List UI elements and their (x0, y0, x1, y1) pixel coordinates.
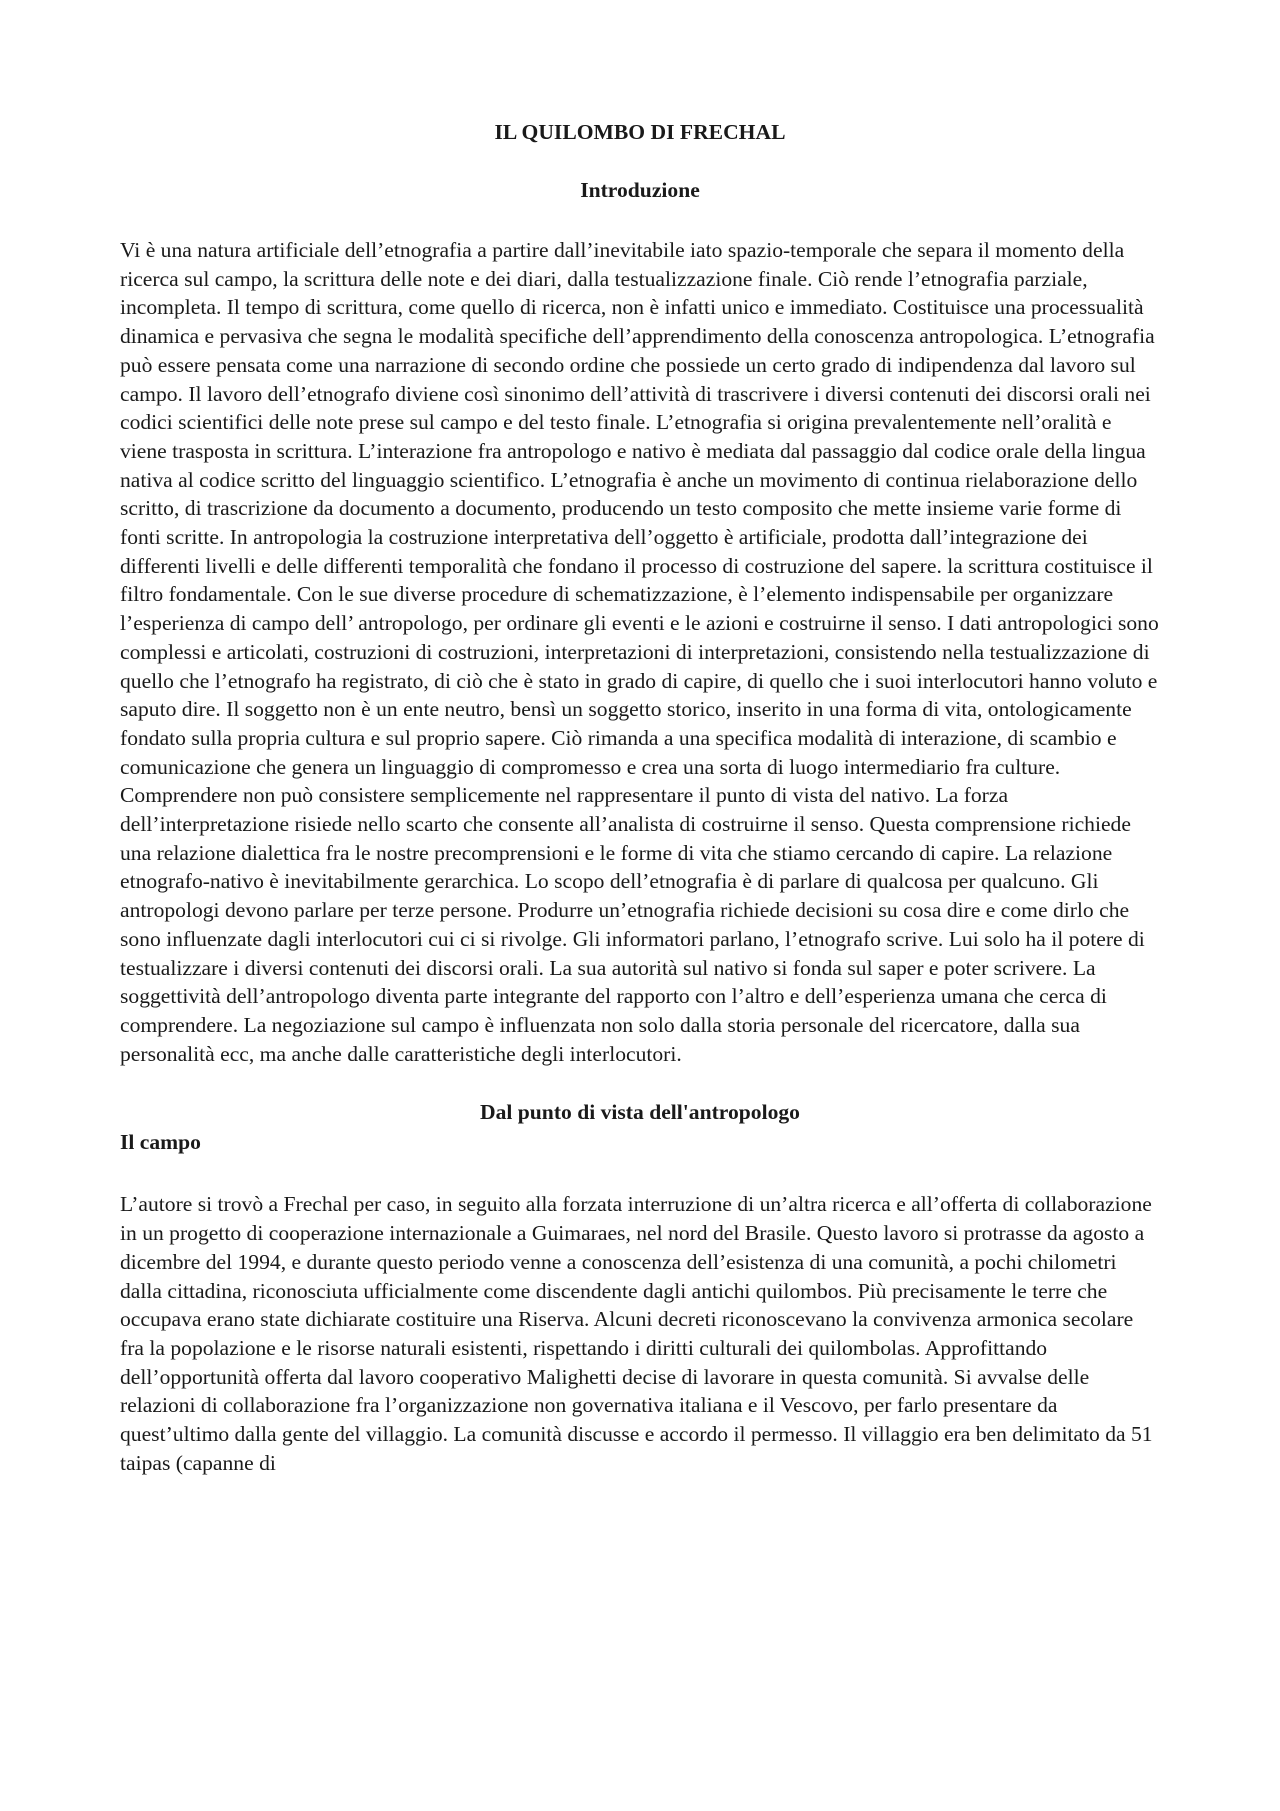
intro-heading: Introduzione (580, 178, 700, 202)
intro-paragraph: Vi è una natura artificiale dell’etnografia a partire dall’inevitabile iato spazio-temporale che separa il momento della ricerca sul campo, la scrittura delle note e dei diari, dalla testualizzazione finale. Ciò rende l’etnografia parziale, incompleta. Il tempo di scrittura, come quello di ricerca, non è infatti unico e immediato. Costituisce una processualità dinamica e pervasiva che segna le modalità specifiche dell’apprendimento della conoscenza antropologica. L’etnografia può essere pensata come una narrazione di secondo ordine che possiede un certo grado di indipendenza dal lavoro sul campo. Il lavoro dell’etnografo diviene così sinonimo dell’attività di trascrivere i diversi contenuti dei discorsi orali nei codici scientifici delle note prese sul campo e del testo finale. L’etnografia si origina prevalentemente nell’oralità e viene trasposta in scrittura. L’interazione fra antropologo e nativo è mediata dal passaggio dal codice orale della lingua nativa al codice scritto del linguaggio scientifico. L’etnografia è anche un movimento di continua rielaborazione dello scritto, di trascrizione da documento a documento, producendo un testo composito che mette insieme varie forme di fonti scritte. In antropologia la costruzione interpretativa dell’oggetto è artificiale, prodotta dall’integrazione dei differenti livelli e delle differenti temporalità che fondano il processo di costruzione del sapere. la scrittura costituisce il filtro fondamentale. Con le sue diverse procedure di schematizzazione, è l’elemento indispensabile per organizzare l’esperienza di campo dell’ antropologo, per ordinare gli eventi e le azioni e costruirne il senso. I dati antropologici sono complessi e articolati, costruzioni di costruzioni, interpretazioni di interpretazioni, consistendo nella testualizzazione di quello che l’etnografo ha registrato, di ciò che è stato in grado di capire, di quello che i suoi interlocutori hanno voluto e saputo dire. Il soggetto non è un ente neutro, bensì un soggetto storico, inserito in una forma di vita, ontologicamente fondato sulla propria cultura e sul proprio sapere. Ciò rimanda a una specifica modalità di interazione, di scambio e comunicazione che genera un linguaggio di compromesso e crea una sorta di luogo intermediario fra culture. Comprendere non può consistere semplicemente nel rappresentare il punto di vista del nativo. La forza dell’interpretazione risiede nello scarto che consente all’analista di costruirne il senso. Questa comprensione richiede una relazione dialettica fra le nostre precomprensioni e le forme di vita che stiamo cercando di capire. La relazione etnografo-nativo è inevitabilmente gerarchica. Lo scopo dell’etnografia è di parlare di qualcosa per qualcuno. Gli antropologi devono parlare per terze persone. Produrre un’etnografia richiede decisioni su cosa dire e come dirlo che sono influenzate dagli interlocutori cui ci si rivolge. Gli informatori parlano, l’etnografo scrive. Lui solo ha il potere di testualizzare i diversi contenuti dei discorsi orali. La sua autorità sul nativo si fonda sul saper e poter scrivere. La soggettività dell’antropologo diventa parte integrante del rapporto con l’altro e dell’esperienza umana che cerca di comprendere. La negoziazione sul campo è influenzata non solo dalla storia personale del ricercatore, dalla sua personalità ecc, ma anche dalle caratteristiche degli interlocutori. (120, 238, 1159, 1066)
sub-heading: Il campo (120, 1130, 201, 1155)
section-heading: Dal punto di vista dell'antropologo (480, 1100, 800, 1125)
campo-paragraph: L’autore si trovò a Frechal per caso, in seguito alla forzata interruzione di un’altra ricerca e all’offerta di collaborazione in un progetto di cooperazione internazionale a Guimaraes, nel nord del Brasile. Questo lavoro si protrasse da agosto a dicembre del 1994, e durante questo periodo venne a conoscenza dell’esistenza di una comunità, a pochi chilometri dalla cittadina, riconosciuta ufficialmente come discendente dagli antichi quilombos. Più precisamente le terre che occupava erano state dichiarate costituire una Riserva. Alcuni decreti riconoscevano la convivenza armonica secolare fra la popolazione e le risorse naturali esistenti, rispettando i diritti culturali dei quilombolas. Approfittando dell’opportunità offerta dal lavoro cooperativo Malighetti decise di lavorare in questa comunità. Si avvalse delle relazioni di collaborazione fra l’organizzazione non governativa italiana e il Vescovo, per farlo presentare da quest’ultimo dalla gente del villaggio. La comunità discusse e accordo il permesso. Il villaggio era ben delimitato da 51 taipas (capanne di (120, 1192, 1153, 1475)
document-page (120, 118, 1160, 1477)
document-title: IL QUILOMBO DI FRECHAL (494, 120, 786, 144)
